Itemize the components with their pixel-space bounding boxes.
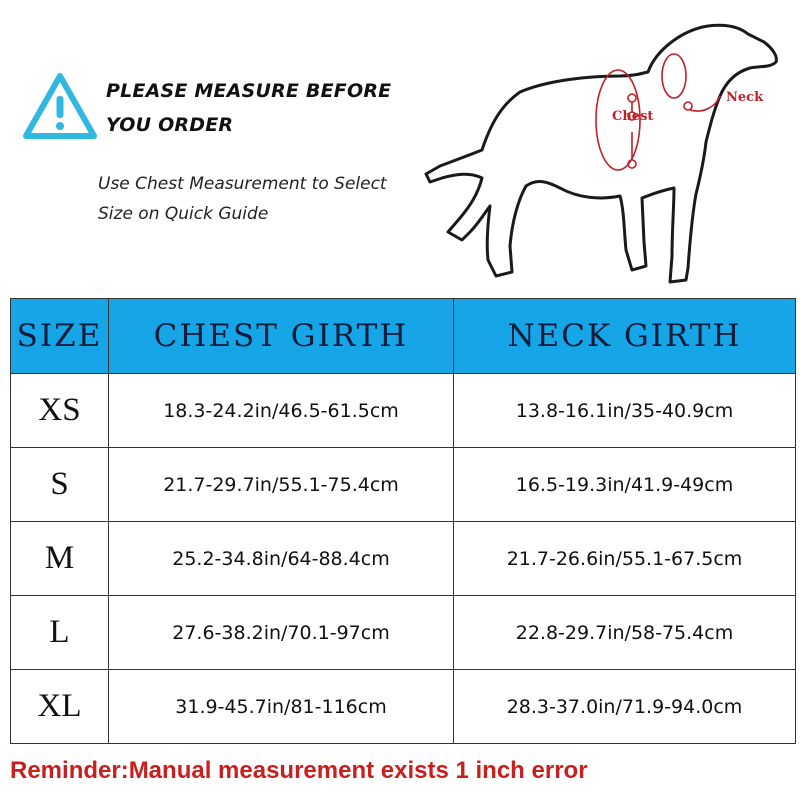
- reminder-note: Reminder:Manual measurement exists 1 inch error: [10, 757, 588, 784]
- chest-girth-cell: 27.6-38.2in/70.1-97cm: [109, 596, 454, 670]
- instruction-line-2: Size on Quick Guide: [98, 204, 269, 224]
- dog-measurement-diagram: [420, 10, 800, 295]
- headline-line-1: PLEASE MEASURE BEFORE: [106, 80, 392, 102]
- column-header-neck-girth: NECK GIRTH: [454, 299, 796, 374]
- size-cell: XS: [11, 374, 109, 448]
- table-row: [11, 670, 796, 744]
- warning-triangle-icon: [20, 70, 100, 144]
- table-row: [11, 448, 796, 522]
- size-cell: XL: [11, 670, 109, 744]
- chest-label: Chest: [612, 109, 654, 124]
- size-cell: M: [11, 522, 109, 596]
- instruction-line-1: Use Chest Measurement to Select: [98, 174, 387, 194]
- chest-marker: [628, 94, 636, 102]
- size-chart-table: [10, 298, 796, 744]
- neck-marker: [684, 102, 692, 110]
- neck-girth-cell: 13.8-16.1in/35-40.9cm: [454, 374, 796, 448]
- chest-girth-cell: 21.7-29.7in/55.1-75.4cm: [109, 448, 454, 522]
- table-row: [11, 596, 796, 670]
- neck-girth-cell: 16.5-19.3in/41.9-49cm: [454, 448, 796, 522]
- neck-label: Neck: [726, 90, 764, 105]
- chest-girth-cell: 25.2-34.8in/64-88.4cm: [109, 522, 454, 596]
- column-header-chest-girth: CHEST GIRTH: [109, 299, 454, 374]
- neck-girth-cell: 28.3-37.0in/71.9-94.0cm: [454, 670, 796, 744]
- table-row: [11, 522, 796, 596]
- chest-girth-cell: 18.3-24.2in/46.5-61.5cm: [109, 374, 454, 448]
- table-header-row: [11, 299, 796, 374]
- size-cell: S: [11, 448, 109, 522]
- size-cell: L: [11, 596, 109, 670]
- column-header-size: SIZE: [11, 299, 109, 374]
- neck-girth-cell: 21.7-26.6in/55.1-67.5cm: [454, 522, 796, 596]
- headline-line-2: YOU ORDER: [106, 114, 234, 136]
- neck-girth-cell: 22.8-29.7in/58-75.4cm: [454, 596, 796, 670]
- table-row: [11, 374, 796, 448]
- chest-girth-cell: 31.9-45.7in/81-116cm: [109, 670, 454, 744]
- neck-measure-loop: [662, 54, 686, 98]
